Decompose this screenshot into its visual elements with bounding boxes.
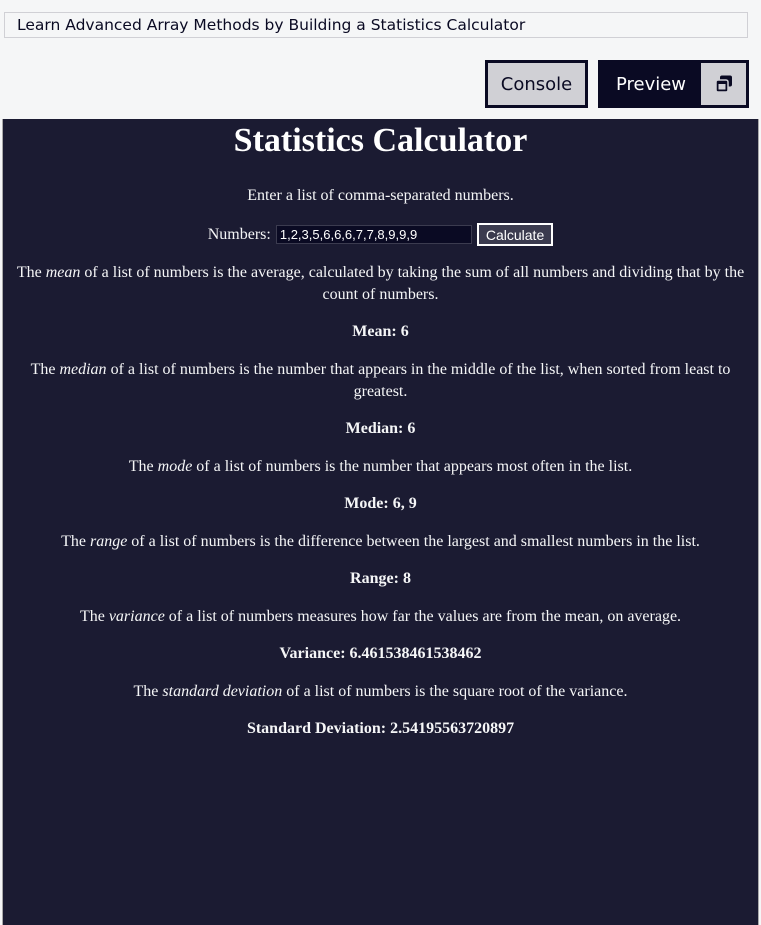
median-term: median <box>59 361 107 378</box>
range-description: The range of a list of numbers is the difference between the largest and smallest numbers in the list. <box>61 533 700 550</box>
console-button-label: Console <box>500 73 573 95</box>
variance-term: variance <box>108 608 165 625</box>
mean-term: mean <box>45 264 81 281</box>
median-description: The median of a list of numbers is the number that appears in the middle of the list, when sorted from least to greatest. <box>30 361 731 400</box>
intro-text: Enter a list of comma-separated numbers. <box>247 187 514 204</box>
median-value: 6 <box>407 420 416 437</box>
mean-result: Mean: 6 <box>352 323 409 340</box>
range-result: Range: 8 <box>350 570 411 587</box>
standard-deviation-result: Standard Deviation: 2.54195563720897 <box>246 720 515 737</box>
top-bar <box>0 0 761 120</box>
mode-term: mode <box>157 458 193 475</box>
preview-button-label: Preview <box>615 73 687 95</box>
console-button[interactable] <box>485 60 588 108</box>
variance-result: Variance: 6.461538461538462 <box>279 645 482 662</box>
standard-deviation-description: The standard deviation of a list of numbers is the square root of the variance. <box>133 683 628 700</box>
mean-description: The mean of a list of numbers is the average, calculated by taking the sum of all numbers and dividing that by the count of numbers. <box>16 264 745 303</box>
range-term: range <box>89 533 128 550</box>
mode-value: 6, 9 <box>392 495 417 512</box>
preview-button[interactable] <box>598 60 749 108</box>
numbers-input[interactable] <box>276 225 472 244</box>
preview-frame <box>2 119 759 925</box>
range-value: 8 <box>402 570 411 587</box>
copy-windows-icon[interactable] <box>701 63 746 105</box>
stats-sections <box>3 262 758 740</box>
variance-value: 6.461538461538462 <box>349 645 482 662</box>
mean-value: 6 <box>400 323 409 340</box>
calculate-button[interactable]: Calculate <box>477 223 553 246</box>
variance-description: The variance of a list of numbers measures how far the values are from the mean, on average. <box>79 608 682 625</box>
standard-deviation-value: 2.54195563720897 <box>390 720 515 737</box>
numbers-label: Numbers: <box>207 225 271 243</box>
mode-result: Mode: 6, 9 <box>344 495 417 512</box>
standard-deviation-term: standard deviation <box>162 683 283 700</box>
median-result: Median: 6 <box>345 420 416 437</box>
mode-description: The mode of a list of numbers is the number that appears most often in the list. <box>128 458 633 475</box>
page-title: Statistics Calculator <box>233 122 528 159</box>
number-input-form <box>3 223 758 246</box>
breadcrumb[interactable]: Learn Advanced Array Methods by Building a Statistics Calculator <box>4 12 748 38</box>
